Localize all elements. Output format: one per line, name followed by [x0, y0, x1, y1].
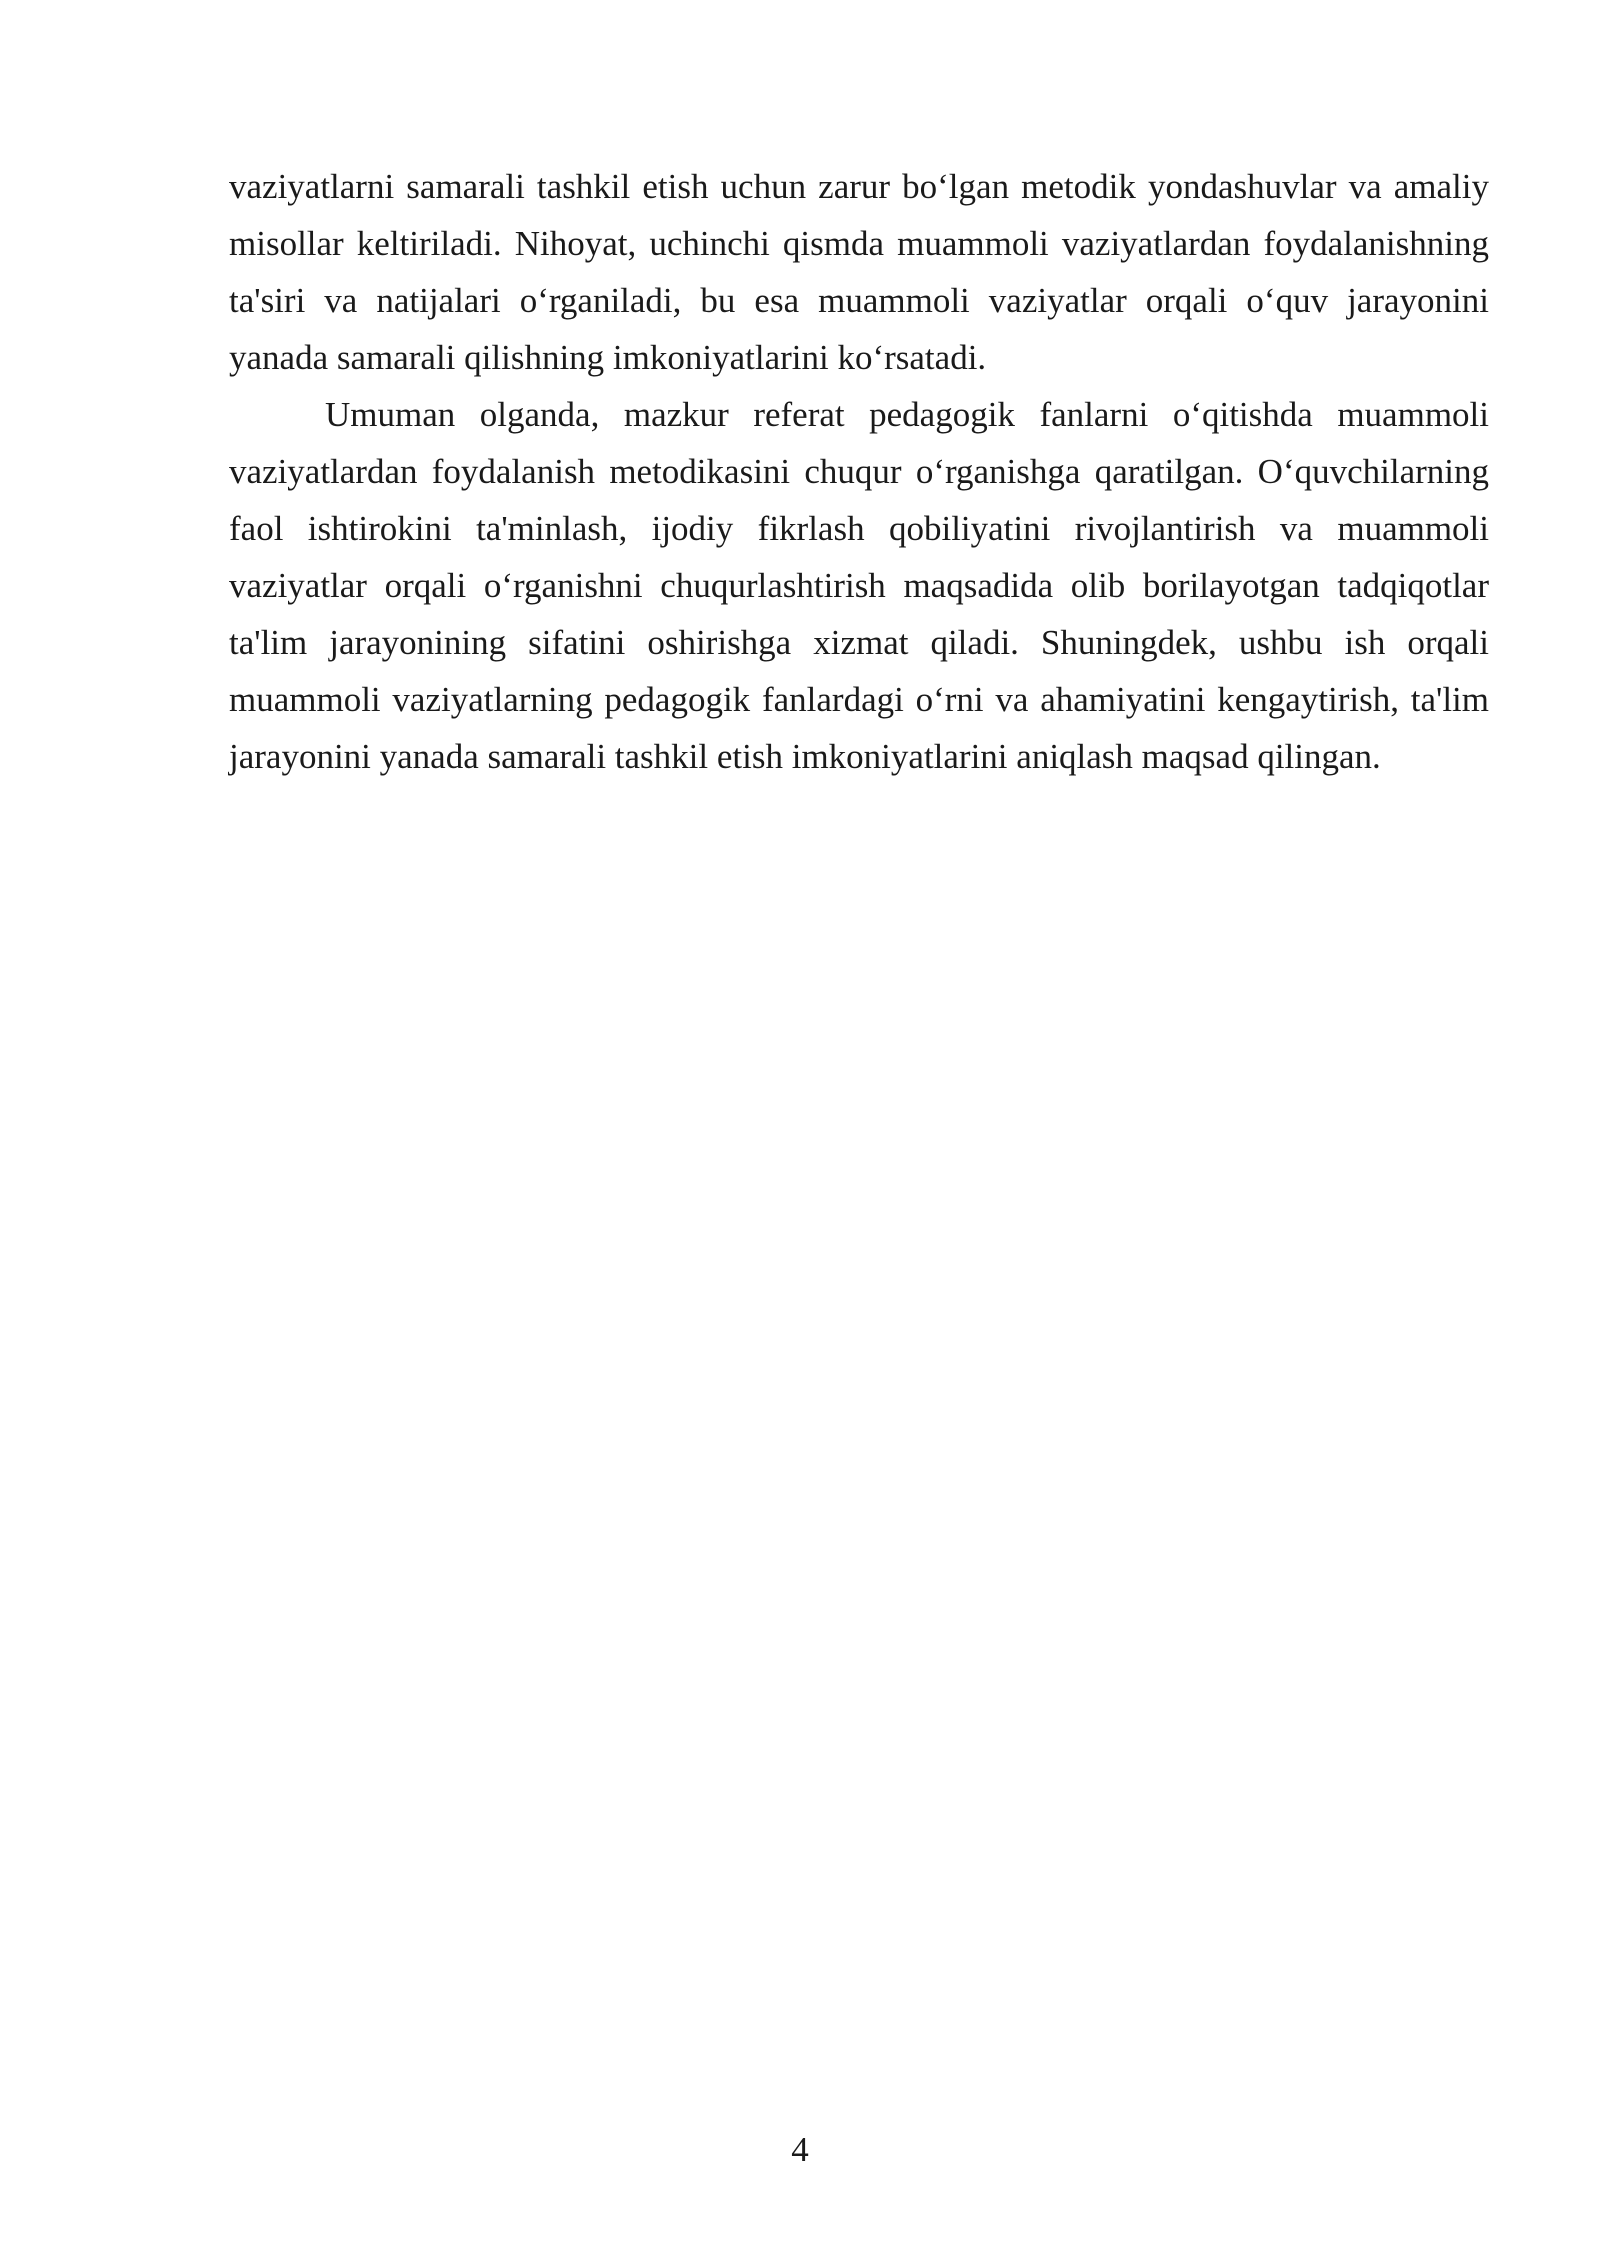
paragraph-continuation: vaziyatlarni samarali tashkil etish uchun zarur bo‘lgan metodik yondashuvlar va amaliy misollar keltiriladi. Nihoyat, uchinchi qismda muammoli vaziyatlardan foydalanishning ta'siri va natijalari o‘rganiladi, bu esa muammoli vaziyatlar orqali o‘quv jarayonini yanada samarali qilishning imkoniyatlarini ko‘rsatadi.: [229, 167, 1489, 377]
paragraph-summary: Umuman olganda, mazkur referat pedagogik fanlarni o‘qitishda muammoli vaziyatlardan foydalanish metodikasini chuqur o‘rganishga qaratilgan. O‘quvchilarning faol ishtirokini ta'minlash, ijodiy fikrlash qobiliyatini rivojlantirish va muammoli vaziyatlar orqali o‘rganishni chuqurlashtirish maqsadida olib borilayotgan tadqiqotlar ta'lim jarayonining sifatini oshirishga xizmat qiladi. Shuningdek, ushbu ish orqali muammoli vaziyatlarning pedagogik fanlardagi o‘rni va ahamiyatini kengaytirish, ta'lim jarayonini yanada samarali tashkil etish imkoniyatlarini aniqlash maqsad qilingan.: [229, 395, 1489, 776]
body-text: [229, 158, 1489, 785]
page-number: 4: [791, 2130, 809, 2169]
